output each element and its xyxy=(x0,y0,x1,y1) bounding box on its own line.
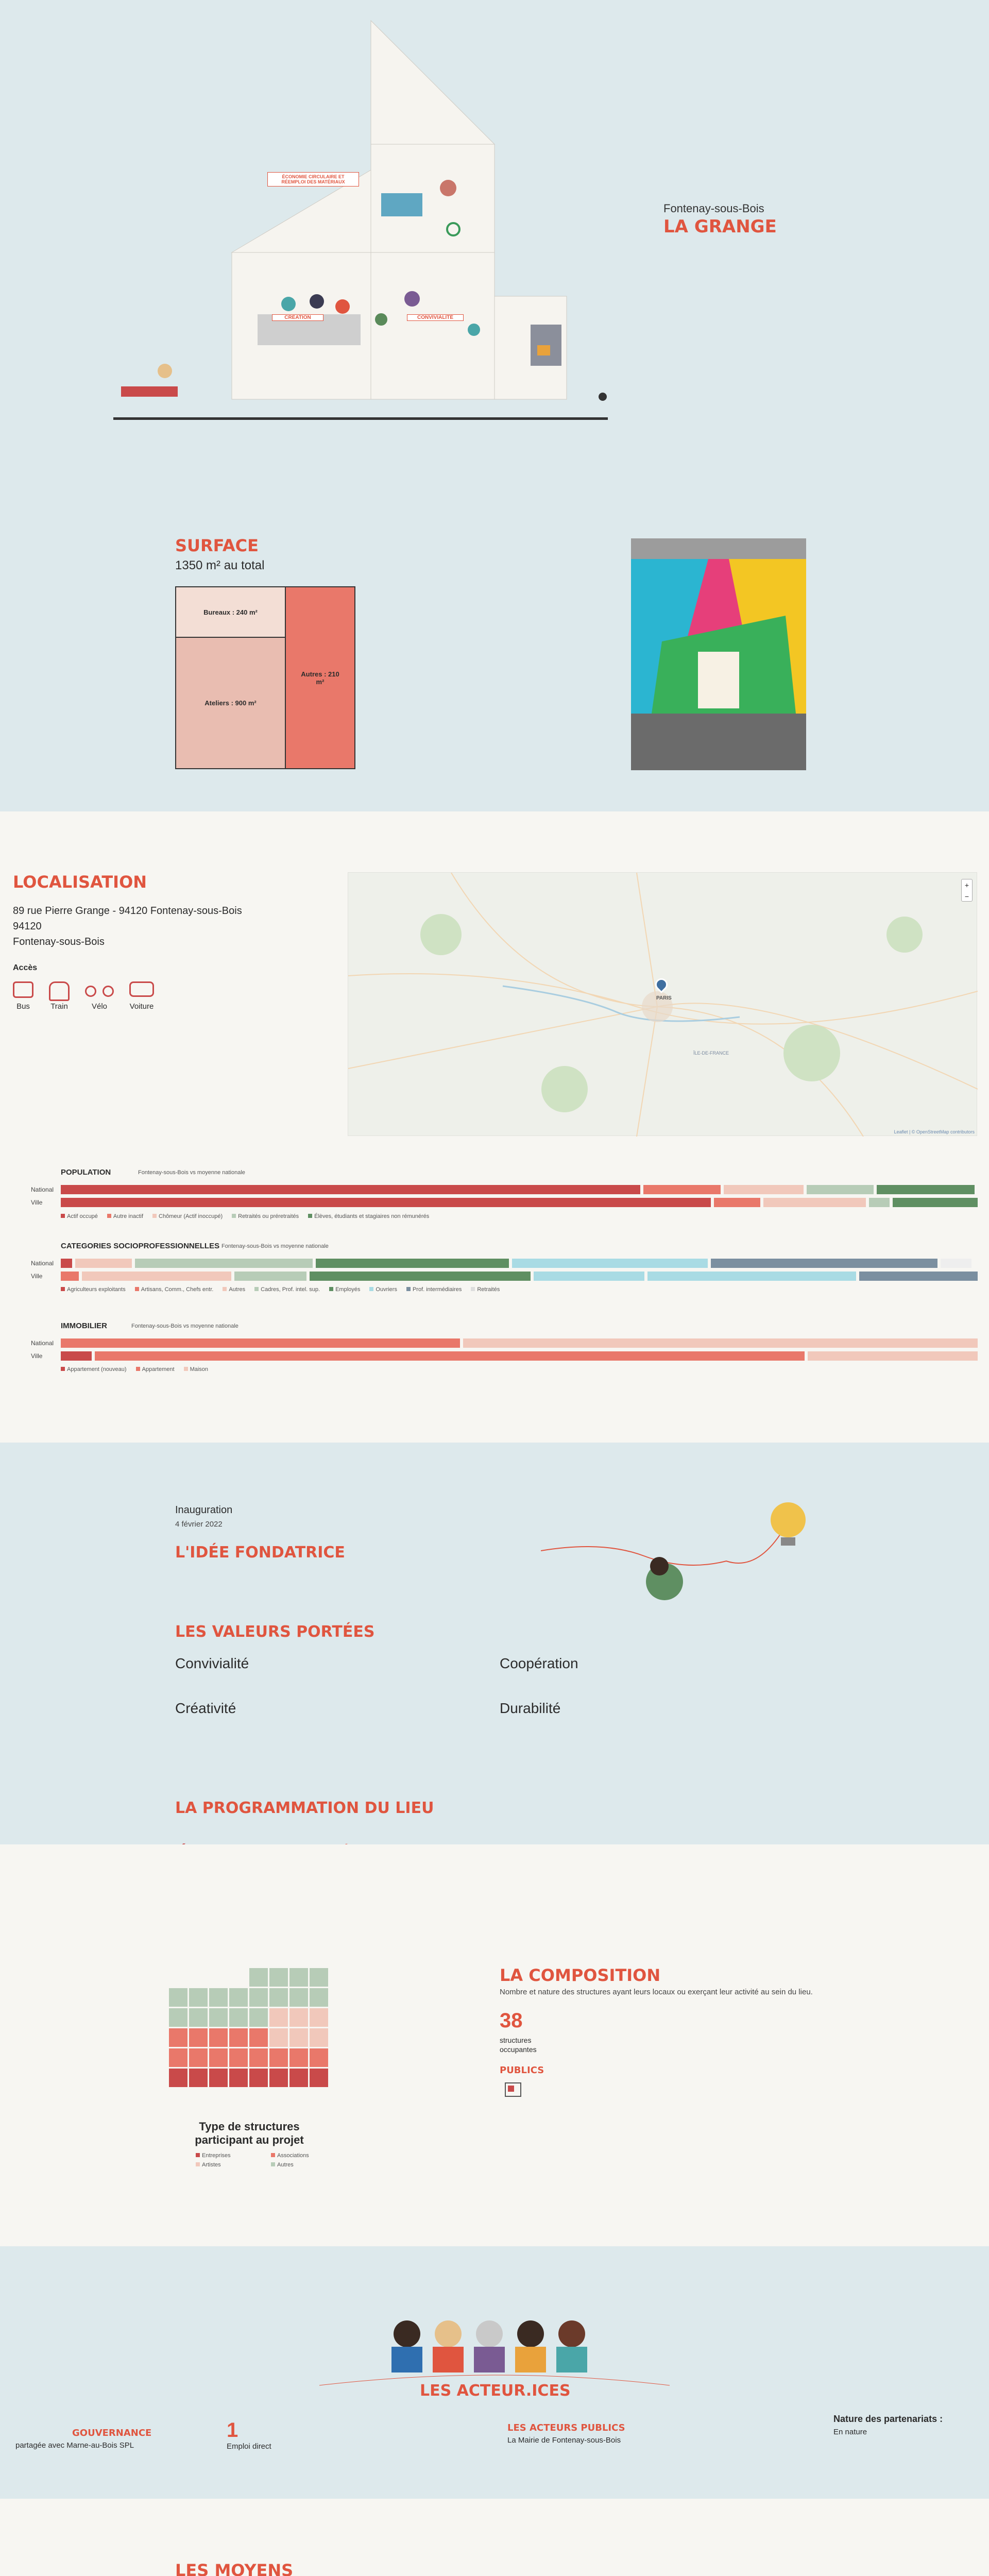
composition-section xyxy=(0,1844,989,2246)
csp-legend-item: Cadres, Prof. intel. sup. xyxy=(254,1286,320,1293)
pop-legend-item: Actif occupé xyxy=(61,1213,98,1219)
access-label: Accès xyxy=(13,963,38,972)
value-item: Créativité xyxy=(175,1700,236,1716)
immo-bar-national xyxy=(61,1338,978,1348)
waffle-legend-item: Entreprises xyxy=(196,2153,268,2159)
surface-section xyxy=(0,448,989,811)
pop-tag: Fontenay-sous-Bois vs moyenne nationale xyxy=(138,1170,245,1176)
surface-autres: Autres : 210 m² xyxy=(286,586,355,769)
pop-legend-item: Élèves, étudiants et stagiaires non rémunérés xyxy=(308,1213,429,1219)
partners-label: Nature des partenariats : xyxy=(833,2414,943,2424)
zoom-out-button[interactable]: − xyxy=(964,892,969,901)
people-illustration xyxy=(381,2311,608,2372)
access-train xyxy=(49,981,70,1011)
gov-text: partagée avec Marne-au-Bois SPL xyxy=(15,2441,134,2450)
publics-icon xyxy=(505,2082,521,2097)
waffle-cell xyxy=(289,2069,308,2087)
sign-convivialite: CONVIVIALITÉ xyxy=(407,314,464,321)
waffle-cell xyxy=(310,2008,328,2027)
waffle-cell xyxy=(189,2069,208,2087)
waffle-cell xyxy=(269,2008,288,2027)
map[interactable] xyxy=(348,872,977,1136)
pop-row-ville: Ville xyxy=(31,1199,43,1206)
waffle-legend-item: Associations xyxy=(271,2153,343,2159)
train-icon xyxy=(49,981,70,1001)
csp-bar-ville xyxy=(61,1272,978,1281)
csp-legend-item: Employés xyxy=(329,1286,360,1293)
partners-text: En nature xyxy=(833,2428,867,2436)
immo-legend xyxy=(61,1366,208,1372)
value-item: Convivialité xyxy=(175,1655,249,1671)
map-credit[interactable]: Leaflet | © OpenStreetMap contributors xyxy=(894,1129,975,1134)
pop-title: POPULATION xyxy=(61,1168,111,1177)
pop-legend xyxy=(61,1213,429,1219)
access-voiture-label: Voiture xyxy=(129,1002,154,1011)
value-item: Durabilité xyxy=(500,1700,561,1716)
waffle-cell xyxy=(310,1988,328,2007)
prog-heading: LA PROGRAMMATION DU LIEU xyxy=(175,1799,434,1817)
csp-legend-item: Ouvriers xyxy=(369,1286,397,1293)
waffle-cell xyxy=(209,2048,228,2067)
immo-bar-ville xyxy=(61,1351,978,1361)
compo-count-label: structures xyxy=(500,2036,532,2044)
waffle-cell xyxy=(289,1988,308,2007)
bike-icon xyxy=(85,981,114,998)
waffle-cell xyxy=(229,1988,248,2007)
bus-icon xyxy=(13,981,33,998)
waffle-cell xyxy=(229,2048,248,2067)
waffle-chart xyxy=(169,1968,330,2087)
surface-total: 1350 m² au total xyxy=(175,558,265,572)
immo-legend-item: Maison xyxy=(184,1366,208,1372)
hero-city: Fontenay-sous-Bois xyxy=(663,202,764,215)
waffle-cell xyxy=(249,1968,268,1987)
surface-bureaux: Bureaux : 240 m² xyxy=(175,586,286,638)
waffle-legend-item: Artistes xyxy=(196,2162,268,2168)
immo-row-ville: Ville xyxy=(31,1352,43,1360)
csp-legend-item: Artisans, Comm., Chefs entr. xyxy=(135,1286,214,1293)
csp-legend xyxy=(61,1286,500,1293)
publics-actors-label: LES ACTEURS PUBLICS xyxy=(507,2422,625,2433)
acteurs-section xyxy=(0,2246,989,2499)
waffle-cell xyxy=(169,2028,187,2047)
compo-desc: Nombre et nature des structures ayant leurs locaux ou exerçant leur activité au sein du lieu. xyxy=(500,1988,813,1996)
waffle-cell xyxy=(189,1968,208,1987)
csp-legend-item: Prof. intermédiaires xyxy=(406,1286,462,1293)
publics-actors-text: La Mairie de Fontenay-sous-Bois xyxy=(507,2436,621,2445)
building-illustration xyxy=(113,15,608,438)
zoom-in-button[interactable]: + xyxy=(964,881,969,889)
sign-economie: ÉCONOMIE CIRCULAIRE ET RÉEMPLOI DES MATÉRIAUX xyxy=(267,172,359,187)
idee-section xyxy=(0,1443,989,1844)
car-icon xyxy=(129,981,154,997)
waffle-cell xyxy=(229,1968,248,1987)
waffle-cell xyxy=(249,2048,268,2067)
pop-bar-national xyxy=(61,1185,978,1194)
moyens-section xyxy=(0,2499,989,2576)
csp-legend-item: Retraités xyxy=(471,1286,500,1293)
csp-bar-national xyxy=(61,1259,978,1268)
waffle-cell xyxy=(189,2048,208,2067)
access-voiture xyxy=(129,981,154,1011)
idea-illustration xyxy=(541,1499,819,1618)
access-bus-label: Bus xyxy=(16,1002,30,1011)
immo-title: IMMOBILIER xyxy=(61,1321,107,1330)
compo-count: 38 xyxy=(500,2009,523,2032)
waffle-cell xyxy=(249,2069,268,2087)
waffle-cell xyxy=(289,2008,308,2027)
csp-title: CATEGORIES SOCIOPROFESSIONNELLES xyxy=(61,1242,220,1250)
waffle-cell xyxy=(289,2028,308,2047)
waffle-cell xyxy=(209,2028,228,2047)
waffle-legend xyxy=(196,2153,343,2168)
waffle-cell xyxy=(209,2008,228,2027)
waffle-cell xyxy=(189,2008,208,2027)
moyens-heading: LES MOYENS xyxy=(175,2561,294,2576)
waffle-cell xyxy=(249,2028,268,2047)
csp-legend-item: Agriculteurs exploitants xyxy=(61,1286,126,1293)
value-item: Coopération xyxy=(500,1655,578,1671)
waffle-cell xyxy=(169,2048,187,2067)
access-list xyxy=(13,981,154,1011)
waffle-cell xyxy=(269,1988,288,2007)
localisation-section xyxy=(0,811,989,1443)
waffle-cell xyxy=(269,2069,288,2087)
waffle-cell xyxy=(269,2028,288,2047)
access-bus xyxy=(13,981,33,1011)
hero-title: LA GRANGE xyxy=(663,216,777,237)
pop-bar-ville xyxy=(61,1198,978,1207)
waffle-cell xyxy=(209,2069,228,2087)
compo-count-label: occupantes xyxy=(500,2045,537,2054)
waffle-cell xyxy=(249,2008,268,2027)
building-photo xyxy=(631,538,806,770)
values-heading: LES VALEURS PORTÉES xyxy=(175,1623,375,1641)
csp-row-national: National xyxy=(31,1260,54,1267)
immo-legend-item: Appartement xyxy=(136,1366,175,1372)
waffle-cell xyxy=(310,2028,328,2047)
loc-address2: 94120 xyxy=(13,921,42,932)
waffle-cell xyxy=(229,2028,248,2047)
waffle-cell xyxy=(189,2028,208,2047)
emploi-num: 1 xyxy=(227,2419,238,2442)
waffle-cell xyxy=(189,1988,208,2007)
loc-heading: LOCALISATION xyxy=(13,872,147,892)
waffle-cell xyxy=(310,2069,328,2087)
waffle-cell xyxy=(169,1968,187,1987)
immo-row-national: National xyxy=(31,1340,54,1347)
waffle-cell xyxy=(249,1988,268,2007)
waffle-cell xyxy=(289,1968,308,1987)
map-zoom-control xyxy=(961,879,973,902)
waffle-cell xyxy=(310,2048,328,2067)
pop-legend-item: Autre inactif xyxy=(107,1213,143,1219)
access-train-label: Train xyxy=(50,1002,68,1011)
waffle-legend-item: Autres xyxy=(271,2162,343,2168)
compo-heading: LA COMPOSITION xyxy=(500,1965,661,1985)
sign-creation: CRÉATION xyxy=(272,314,323,321)
waffle-cell xyxy=(209,1968,228,1987)
map-tiles xyxy=(348,873,978,1137)
publics-label: PUBLICS xyxy=(500,2065,544,2076)
inaug-label: Inauguration xyxy=(175,1504,233,1516)
loc-address3: Fontenay-sous-Bois xyxy=(13,936,105,947)
access-velo xyxy=(85,981,114,1011)
gov-label: GOUVERNANCE xyxy=(72,2428,152,2438)
loc-address1: 89 rue Pierre Grange - 94120 Fontenay-sous-Bois xyxy=(13,905,242,917)
pop-legend-item: Retraités ou préretraités xyxy=(232,1213,299,1219)
waffle-title: Type de structures participant au projet xyxy=(195,2120,304,2146)
emploi-label: Emploi direct xyxy=(227,2442,271,2451)
waffle-cell xyxy=(169,2008,187,2027)
waffle-cell xyxy=(310,1968,328,1987)
hero-section xyxy=(0,0,989,448)
idee-heading: L'IDÉE FONDATRICE xyxy=(175,1544,345,1562)
map-label-paris: PARIS xyxy=(656,995,672,1001)
surface-heading: SURFACE xyxy=(175,536,259,555)
waffle-cell xyxy=(229,2008,248,2027)
waffle-cell xyxy=(169,2069,187,2087)
waffle-cell xyxy=(229,2069,248,2087)
pop-legend-item: Chômeur (Actif inoccupé) xyxy=(152,1213,223,1219)
csp-row-ville: Ville xyxy=(31,1273,43,1280)
pop-row-national: National xyxy=(31,1186,54,1193)
access-velo-label: Vélo xyxy=(91,1002,108,1011)
immo-legend-item: Appartement (nouveau) xyxy=(61,1366,127,1372)
surface-ateliers: Ateliers : 900 m² xyxy=(175,638,286,769)
waffle-cell xyxy=(169,1988,187,2007)
immo-tag: Fontenay-sous-Bois vs moyenne nationale xyxy=(131,1323,238,1329)
map-label-idf: ÎLE-DE-FRANCE xyxy=(693,1050,729,1056)
waffle-cell xyxy=(269,2048,288,2067)
waffle-cell xyxy=(289,2048,308,2067)
csp-tag: Fontenay-sous-Bois vs moyenne nationale xyxy=(221,1243,329,1249)
waffle-cell xyxy=(269,1968,288,1987)
waffle-cell xyxy=(209,1988,228,2007)
csp-legend-item: Autres xyxy=(223,1286,245,1293)
inaug-date: 4 février 2022 xyxy=(175,1520,223,1529)
acteurs-heading: LES ACTEUR.ICES xyxy=(420,2382,571,2400)
